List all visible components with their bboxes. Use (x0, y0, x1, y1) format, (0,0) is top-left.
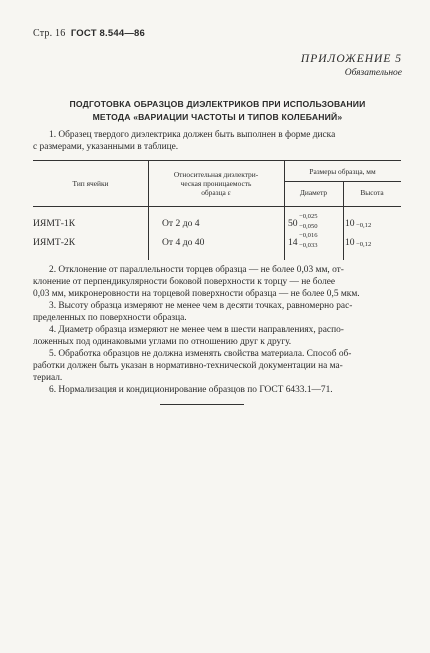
intro-line-2: с размерами, указанными в таблице. (33, 142, 179, 152)
header-cell-height: Высота (360, 188, 384, 197)
row-2-permittivity: От 4 до 40 (162, 237, 205, 248)
row-1-permittivity: От 2 до 4 (162, 218, 200, 229)
row-2-height-tol: −0,12 (356, 241, 372, 248)
header-perm-line-2: ческая проницаемость (180, 179, 252, 188)
row-2-diameter-upper-tol: −0,016 (299, 232, 318, 239)
row-1-type: ИЯМТ-1К (33, 218, 76, 229)
row-2-type: ИЯМТ-2К (33, 237, 76, 248)
item-6-line-1: 6. Нормализация и кондиционирование образцов по ГОСТ 6433.1—71. (49, 385, 333, 395)
row-2-diameter (288, 232, 318, 249)
item-2-line-2: клонение от перпендикулярности боковой поверхности к торцу — не более (33, 277, 336, 287)
row-1-height (345, 218, 372, 229)
row-1-height-nominal: 10 (345, 218, 355, 229)
table-top-rule (33, 160, 401, 161)
row-1-diameter (288, 213, 318, 230)
row-2-height-nominal: 10 (345, 237, 355, 248)
standard-code: ГОСТ 8.544—86 (70, 28, 145, 39)
page-number: Стр. 16 (33, 28, 66, 39)
header-cell-diameter: Диаметр (299, 188, 328, 197)
appendix-label (301, 53, 402, 78)
item-5-line-2: работки должен быть указан в нормативно-технической документации на ма- (33, 361, 343, 371)
section-title (40, 98, 395, 124)
table-header-rule (33, 206, 401, 207)
appendix-title: ПРИЛОЖЕНИЕ 5 (300, 53, 402, 65)
row-1-diameter-nominal: 50 (288, 218, 298, 229)
header-cell-dimensions: Размеры образца, мм (309, 167, 376, 176)
item-5-line-1: 5. Обработка образцов не должна изменять свойства материала. Способ об- (49, 349, 352, 359)
row-1-diameter-lower-tol: −0,050 (299, 223, 318, 230)
row-1-height-tol: −0,12 (356, 222, 372, 229)
item-4-line-1: 4. Диаметр образца измеряют не менее чем в шести направлениях, распо- (49, 325, 344, 335)
header-cell-type: Тип ячейки (72, 179, 109, 188)
item-2-line-3: 0,03 мм, микронеровности на торцевой поверхности образца — не более 0,5 мкм. (33, 289, 360, 299)
section-title-line-1: ПОДГОТОВКА ОБРАЗЦОВ ДИЭЛЕКТРИКОВ ПРИ ИСПОЛЬЗОВАНИИ (69, 99, 366, 109)
item-2-line-1: 2. Отклонение от параллельности торцев образца — не более 0,03 мм, от- (49, 265, 344, 275)
item-4-line-2: ложенных под одинаковыми углами по отношению друг к другу. (33, 337, 292, 347)
header-perm-line-3: образца ε (201, 188, 231, 197)
header-cell-permittivity (148, 170, 284, 197)
row-2-diameter-lower-tol: −0,033 (299, 242, 318, 249)
end-rule (160, 404, 244, 405)
item-5-line-3: териал. (33, 373, 63, 383)
appendix-status: Обязательное (344, 68, 402, 78)
row-2-diameter-nominal: 14 (288, 237, 298, 248)
page-header (33, 28, 145, 39)
item-3-line-2: пределенных по поверхности образца. (33, 313, 187, 323)
intro-line-1: 1. Образец твердого диэлектрика должен быть выполнен в форме диска (49, 130, 336, 140)
row-1-diameter-upper-tol: −0,025 (299, 213, 318, 220)
section-title-line-2: МЕТОДА «ВАРИАЦИИ ЧАСТОТЫ И ТИПОВ КОЛЕБАНИЙ» (92, 112, 343, 122)
item-3-line-1: 3. Высоту образца измеряют не менее чем в десяти точках, равномерно рас- (49, 301, 353, 311)
row-2-height (345, 237, 372, 248)
header-perm-line-1: Относительная диэлектри- (173, 170, 259, 179)
